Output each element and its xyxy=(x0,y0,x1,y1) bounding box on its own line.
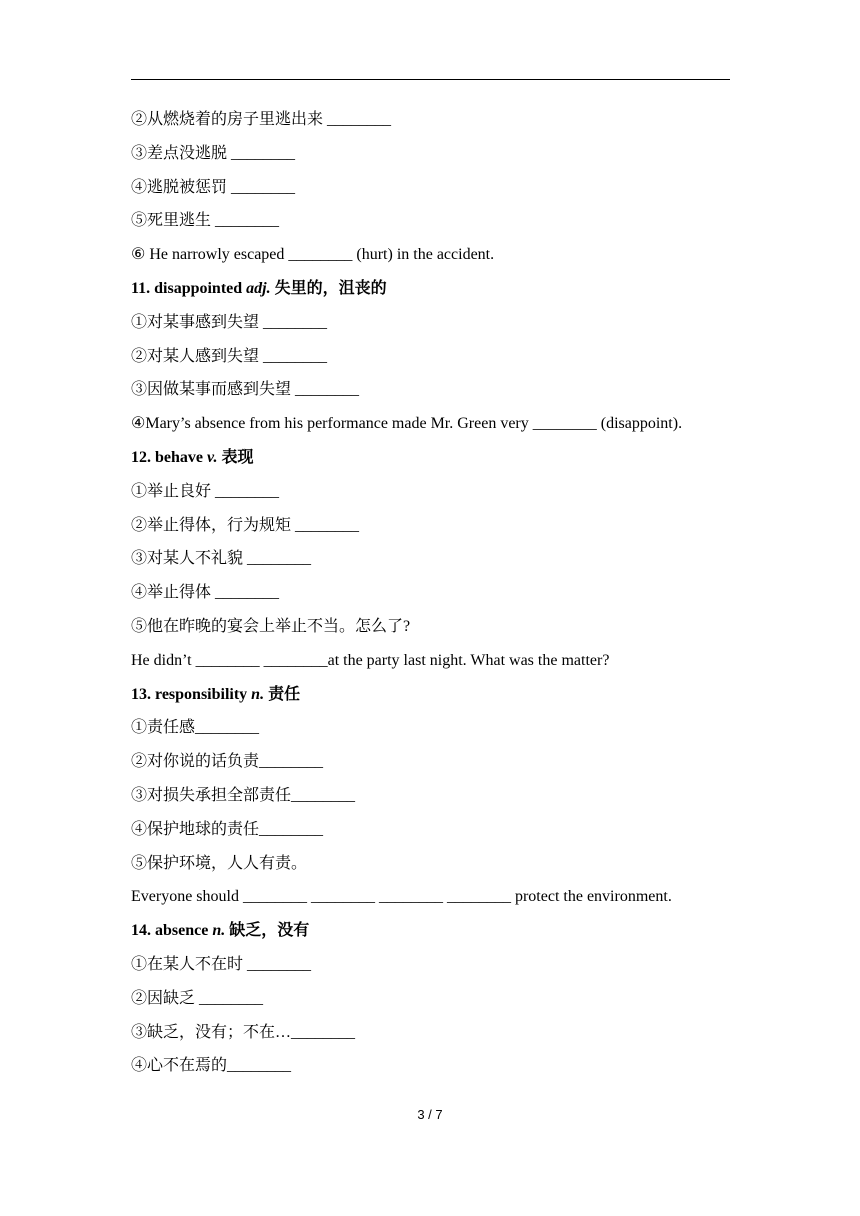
header-rule xyxy=(131,79,730,80)
heading-pos: adj. xyxy=(246,279,271,297)
exercise-line: ④心不在焉的________ xyxy=(131,1057,292,1075)
heading-word: 11. disappointed xyxy=(131,279,247,297)
exercise-line: ③对某人不礼貌 ________ xyxy=(131,550,312,568)
exercise-line: Everyone should ________ ________ ________ ________ protect the environment. xyxy=(131,888,672,906)
heading-meaning: 缺乏，没有 xyxy=(225,922,310,940)
exercise-line: He didn’t ________ ________at the party last night. What was the matter? xyxy=(131,651,610,669)
heading-word: 12. behave xyxy=(131,448,207,466)
heading-word: 14. absence xyxy=(131,922,213,940)
section-heading-behave xyxy=(131,441,741,475)
exercise-line: ③缺乏，没有；不在…________ xyxy=(131,1023,356,1041)
exercise-line: ⑥ He narrowly escaped ________ (hurt) in the accident. xyxy=(131,246,495,264)
exercise-line: ①在某人不在时 ________ xyxy=(131,955,312,973)
heading-pos: n. xyxy=(212,922,226,940)
exercise-line: ①责任感________ xyxy=(131,719,260,737)
heading-word: 13. responsibility xyxy=(131,685,252,703)
exercise-line: ③对损失承担全部责任________ xyxy=(131,786,356,804)
exercise-line: ①对某事感到失望 ________ xyxy=(131,313,328,331)
exercise-line: ②因缺乏 ________ xyxy=(131,989,264,1007)
worksheet-body xyxy=(131,103,741,1083)
exercise-line: ①举止良好 ________ xyxy=(131,482,280,500)
heading-pos: v. xyxy=(207,448,218,466)
exercise-line: ③差点没逃脱 ________ xyxy=(131,144,296,162)
heading-pos: n. xyxy=(251,685,265,703)
page-number: 3 / 7 xyxy=(417,1107,443,1122)
exercise-line: ②对你说的话负责________ xyxy=(131,753,324,771)
exercise-line: ⑤他在昨晚的宴会上举止不当。怎么了? xyxy=(131,617,411,635)
exercise-line: ②对某人感到失望 ________ xyxy=(131,347,328,365)
exercise-line: ④保护地球的责任________ xyxy=(131,820,324,838)
section-heading-disappointed xyxy=(131,272,741,306)
exercise-line: ④逃脱被惩罚 ________ xyxy=(131,178,296,196)
section-heading-responsibility xyxy=(131,678,741,712)
heading-meaning: 失里的，沮丧的 xyxy=(270,279,387,297)
heading-meaning: 责任 xyxy=(264,685,301,703)
exercise-line: ④举止得体 ________ xyxy=(131,584,280,602)
exercise-line: ⑤保护环境，人人有责。 xyxy=(131,854,308,872)
exercise-line: ②从燃烧着的房子里逃出来 ________ xyxy=(131,111,392,128)
exercise-line: ③因做某事而感到失望 ________ xyxy=(131,381,360,399)
section-heading-absence xyxy=(131,914,741,948)
exercise-line: ②举止得体，行为规矩 ________ xyxy=(131,516,360,534)
exercise-line: ④Mary’s absence from his performance made Mr. Green very ________ (disappoint). xyxy=(131,415,683,433)
exercise-line: ⑤死里逃生 ________ xyxy=(131,212,280,230)
heading-meaning: 表现 xyxy=(217,448,254,466)
